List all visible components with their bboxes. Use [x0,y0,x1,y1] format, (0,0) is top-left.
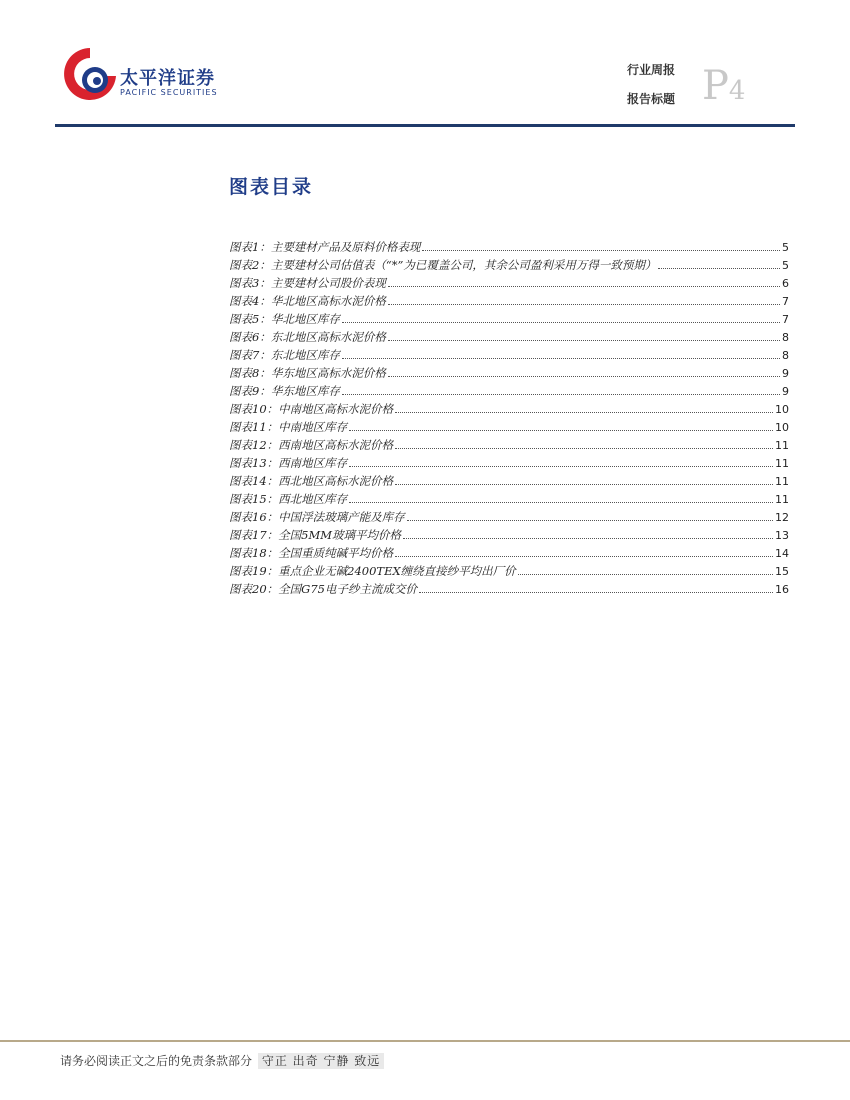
toc-dot-leader [395,448,773,449]
toc-dot-leader [388,286,780,287]
toc-entry-label: 图表4 [229,294,260,308]
toc-entry-separator: ： [266,438,279,452]
toc-dot-leader [388,304,780,305]
toc-entry-page: 11 [775,475,789,488]
toc-entry-separator: ： [259,330,271,344]
toc-entry-label: 图表12 [229,438,267,452]
toc-entry-page: 8 [782,349,789,362]
toc-entry-separator: ： [266,582,279,596]
toc-entry-label: 图表13 [229,456,267,470]
toc-entry-page: 13 [775,529,789,542]
toc-entry[interactable] [229,526,789,544]
toc-entry-separator: ： [259,312,271,326]
toc-entry-text: 华东地区高标水泥价格 [270,366,386,380]
toc-entry-label: 图表11 [229,420,267,434]
toc-entry-text: 西北地区库存 [278,492,348,506]
toc-entry[interactable] [229,436,789,454]
toc-entry-text: 中南地区高标水泥价格 [278,402,394,416]
toc-entry[interactable] [229,292,789,310]
toc-entry-label: 图表20 [229,582,267,596]
brand-name-en: PACIFIC SECURITIES [120,88,218,97]
toc-dot-leader [403,538,773,539]
toc-entry[interactable] [229,544,789,562]
toc-entry[interactable] [229,472,789,490]
toc-entry[interactable] [229,364,789,382]
toc-entry-label: 图表19 [229,564,267,578]
toc-entry-text: 东北地区高标水泥价格 [270,330,386,344]
toc-entry-label: 图表9 [229,384,260,398]
toc-entry-separator: ： [266,510,279,524]
toc-title: 图表目录 [229,176,314,198]
toc-entry-label: 图表17 [229,528,267,542]
toc-entry-separator: ： [259,348,271,362]
toc-entry[interactable] [229,238,789,256]
toc-entry-label: 图表7 [229,348,260,362]
toc-dot-leader [422,250,780,251]
toc-entry-separator: ： [266,564,279,578]
toc-entry-page: 6 [782,277,789,290]
toc-entry-separator: ： [266,474,279,488]
toc-entry-text: 主要建材公司股价表现 [270,276,386,290]
header-rule [55,124,795,127]
toc-dot-leader [349,430,773,431]
toc-entry[interactable] [229,328,789,346]
toc-entry-page: 11 [775,493,789,506]
page-prefix: P [702,63,729,109]
toc-entry-separator: ： [259,384,271,398]
toc-entry-label: 图表5 [229,312,260,326]
toc-entry-separator: ： [259,366,271,380]
toc-entry-text: 中国浮法玻璃产能及库存 [278,510,405,524]
toc-entry-separator: ： [266,546,279,560]
toc-entry-text: 西南地区库存 [278,456,348,470]
toc-dot-leader [395,412,773,413]
toc-entry-separator: ： [266,456,279,470]
toc-entry-text: 主要建材公司估值表（“*”为已覆盖公司，其余公司盈利采用万得一致预期） [270,258,657,272]
toc-entry[interactable] [229,418,789,436]
toc-entry-label: 图表18 [229,546,267,560]
toc-entry-text: 华北地区库存 [270,312,340,326]
toc-dot-leader [395,556,773,557]
toc-entry[interactable] [229,508,789,526]
toc-dot-leader [407,520,773,521]
toc-entry-text: 华东地区库存 [270,384,340,398]
toc-entry-label: 图表2 [229,258,260,272]
toc-entry[interactable] [229,274,789,292]
toc-entry-page: 10 [775,403,789,416]
toc-dot-leader [349,466,773,467]
toc-entry-separator: ： [259,276,271,290]
toc-dot-leader [658,268,780,269]
toc-entry-label: 图表8 [229,366,260,380]
toc-entry-text: 西北地区高标水泥价格 [278,474,394,488]
toc-entry[interactable] [229,400,789,418]
toc-dot-leader [518,574,773,575]
toc-entry[interactable] [229,310,789,328]
toc-entry-label: 图表16 [229,510,267,524]
toc-entry-text: 全国G75电子纱主流成交价 [278,582,417,596]
toc-entry[interactable] [229,346,789,364]
toc-entry-page: 8 [782,331,789,344]
toc-entry-page: 7 [782,313,789,326]
toc-entry-text: 全国重质纯碱平均价格 [278,546,394,560]
toc-entry-label: 图表1 [229,240,260,254]
toc-entry-text: 华北地区高标水泥价格 [270,294,386,308]
toc-entry-label: 图表14 [229,474,267,488]
toc-entry-separator: ： [259,294,271,308]
toc-entry-label: 图表3 [229,276,260,290]
toc-entry-separator: ： [266,420,279,434]
toc-entry-page: 11 [775,457,789,470]
toc-entry[interactable] [229,580,789,598]
toc-entry-page: 12 [775,511,789,524]
toc-dot-leader [349,502,773,503]
toc-entry-page: 5 [782,259,789,272]
page-footer [60,1052,384,1069]
toc-dot-leader [342,394,780,395]
page-number [702,63,746,109]
toc-entry-separator: ： [259,258,271,272]
footer-rule [0,1040,850,1042]
toc-entry-text: 全国5MM玻璃平均价格 [278,528,402,542]
toc-entry-separator: ： [259,240,271,254]
brand-name-cn: 太平洋证券 [120,68,215,89]
toc-entry[interactable] [229,454,789,472]
page-header [0,0,850,130]
toc-entry[interactable] [229,490,789,508]
toc-entry-label: 图表10 [229,402,267,416]
toc-entry-page: 9 [782,385,789,398]
toc-dot-leader [419,592,773,593]
toc-entry[interactable] [229,256,789,274]
toc-entry-page: 7 [782,295,789,308]
toc-dot-leader [395,484,773,485]
toc-entry-page: 14 [775,547,789,560]
toc-entry-page: 5 [782,241,789,254]
page-digit: 4 [728,76,746,106]
report-title: 报告标题 [627,92,676,106]
toc-entry-page: 10 [775,421,789,434]
toc-entry-label: 图表6 [229,330,260,344]
toc-dot-leader [388,340,780,341]
toc-entry-separator: ： [266,492,279,506]
toc-entry-text: 主要建材产品及原料价格表现 [270,240,421,254]
report-type: 行业周报 [627,63,676,77]
toc-entry-page: 16 [775,583,789,596]
toc-entry-page: 9 [782,367,789,380]
pacific-securities-logo-icon [60,44,120,104]
toc-entry[interactable] [229,562,789,580]
toc-entry-text: 西南地区高标水泥价格 [278,438,394,452]
toc-entry-text: 重点企业无碱2400TEX缠绕直接纱平均出厂价 [278,564,516,578]
toc-list [229,238,789,598]
toc-dot-leader [342,358,780,359]
toc-entry-text: 中南地区库存 [278,420,348,434]
toc-dot-leader [388,376,780,377]
toc-entry-separator: ： [266,402,279,416]
toc-entry-page: 11 [775,439,789,452]
toc-entry-label: 图表15 [229,492,267,506]
footer-motto: 守正 出奇 宁静 致远 [258,1053,384,1069]
toc-entry-page: 15 [775,565,789,578]
toc-entry[interactable] [229,382,789,400]
toc-dot-leader [342,322,780,323]
footer-disclaimer: 请务必阅读正文之后的免责条款部分 [60,1054,253,1068]
toc-entry-text: 东北地区库存 [270,348,340,362]
toc-entry-separator: ： [266,528,279,542]
